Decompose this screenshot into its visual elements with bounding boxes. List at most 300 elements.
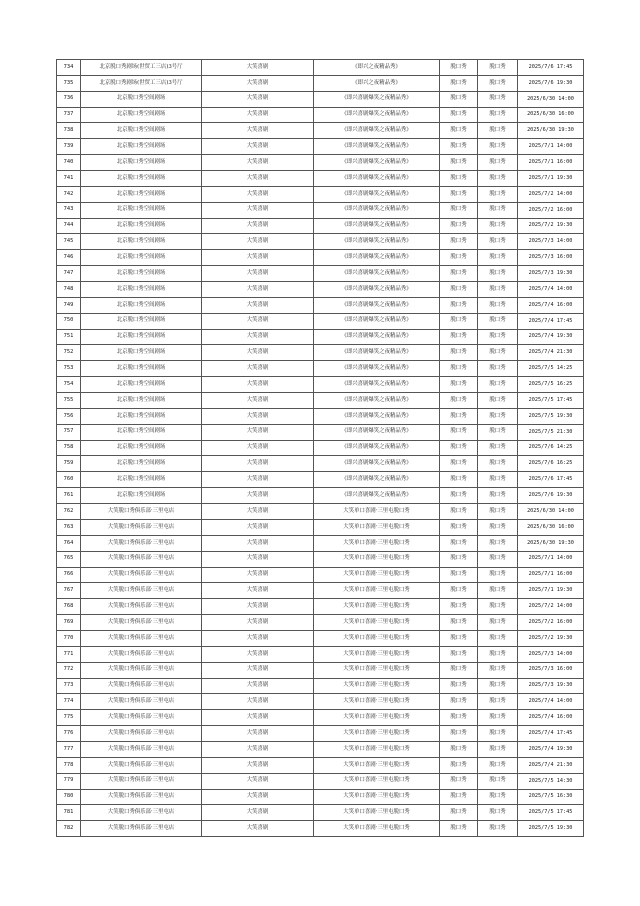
cell-row-number: 742 [57, 186, 81, 202]
table-row [57, 218, 584, 234]
table-row [57, 789, 584, 805]
table-row [57, 710, 584, 726]
cell-venue: 大笑脱口秀俱乐部·三里屯店 [81, 519, 202, 535]
cell-organizer: 大笑喜剧 [202, 313, 314, 329]
cell-venue: 大笑脱口秀俱乐部·三里屯店 [81, 726, 202, 742]
cell-organizer: 大笑喜剧 [202, 472, 314, 488]
cell-category: 脱口秀 [440, 186, 478, 202]
cell-category: 脱口秀 [440, 599, 478, 615]
cell-row-number: 776 [57, 726, 81, 742]
cell-type: 脱口秀 [478, 75, 518, 91]
cell-category: 脱口秀 [440, 551, 478, 567]
cell-row-number: 765 [57, 551, 81, 567]
cell-show-time: 2025/7/2 16:00 [518, 202, 584, 218]
cell-organizer: 大笑喜剧 [202, 218, 314, 234]
cell-show-title: 大笑单口喜剧·三里屯脱口秀 [314, 646, 440, 662]
cell-row-number: 761 [57, 488, 81, 504]
cell-organizer: 大笑喜剧 [202, 599, 314, 615]
cell-type: 脱口秀 [478, 297, 518, 313]
cell-row-number: 738 [57, 123, 81, 139]
cell-organizer: 大笑喜剧 [202, 297, 314, 313]
cell-category: 脱口秀 [440, 662, 478, 678]
cell-show-title: 《即兴喜剧爆笑之夜精品秀》 [314, 91, 440, 107]
cell-category: 脱口秀 [440, 615, 478, 631]
table-row [57, 202, 584, 218]
cell-show-title: 大笑单口喜剧·三里屯脱口秀 [314, 583, 440, 599]
table-row [57, 504, 584, 520]
cell-organizer: 大笑喜剧 [202, 615, 314, 631]
cell-row-number: 740 [57, 155, 81, 171]
table-row [57, 139, 584, 155]
cell-show-time: 2025/7/4 14:00 [518, 694, 584, 710]
cell-show-time: 2025/7/1 16:00 [518, 155, 584, 171]
table-row [57, 472, 584, 488]
cell-row-number: 743 [57, 202, 81, 218]
cell-show-title: 大笑单口喜剧·三里屯脱口秀 [314, 741, 440, 757]
cell-show-time: 2025/7/4 14:00 [518, 282, 584, 298]
cell-organizer: 大笑喜剧 [202, 504, 314, 520]
cell-organizer: 大笑喜剧 [202, 821, 314, 837]
cell-venue: 大笑脱口秀俱乐部·三里屯店 [81, 710, 202, 726]
cell-show-time: 2025/7/1 14:00 [518, 139, 584, 155]
cell-venue: 北京脱口秀空间剧场 [81, 472, 202, 488]
table-row [57, 678, 584, 694]
cell-show-title: 《即兴喜剧爆笑之夜精品秀》 [314, 186, 440, 202]
cell-show-time: 2025/7/4 21:30 [518, 345, 584, 361]
cell-type: 脱口秀 [478, 282, 518, 298]
table-row [57, 805, 584, 821]
table-row [57, 551, 584, 567]
cell-organizer: 大笑喜剧 [202, 456, 314, 472]
cell-show-title: 《即兴喜剧爆笑之夜精品秀》 [314, 329, 440, 345]
table-row [57, 726, 584, 742]
cell-show-time: 2025/7/2 19:30 [518, 630, 584, 646]
table-row [57, 488, 584, 504]
cell-venue: 北京脱口秀空间剧场 [81, 377, 202, 393]
cell-type: 脱口秀 [478, 202, 518, 218]
cell-type: 脱口秀 [478, 551, 518, 567]
cell-show-time: 2025/7/3 14:00 [518, 646, 584, 662]
cell-type: 脱口秀 [478, 646, 518, 662]
cell-show-title: 《即兴喜剧爆笑之夜精品秀》 [314, 456, 440, 472]
table-row [57, 345, 584, 361]
cell-category: 脱口秀 [440, 202, 478, 218]
cell-show-title: 《即兴喜剧爆笑之夜精品秀》 [314, 361, 440, 377]
cell-category: 脱口秀 [440, 535, 478, 551]
cell-organizer: 大笑喜剧 [202, 583, 314, 599]
cell-type: 脱口秀 [478, 678, 518, 694]
cell-show-time: 2025/7/6 16:25 [518, 456, 584, 472]
cell-show-time: 2025/6/30 14:00 [518, 91, 584, 107]
cell-type: 脱口秀 [478, 171, 518, 187]
cell-row-number: 752 [57, 345, 81, 361]
cell-venue: 北京脱口秀空间剧场 [81, 91, 202, 107]
cell-type: 脱口秀 [478, 329, 518, 345]
cell-type: 脱口秀 [478, 456, 518, 472]
cell-show-title: 《即兴喜剧爆笑之夜精品秀》 [314, 234, 440, 250]
cell-show-time: 2025/7/5 16:30 [518, 789, 584, 805]
cell-category: 脱口秀 [440, 155, 478, 171]
cell-type: 脱口秀 [478, 60, 518, 76]
cell-show-title: 大笑单口喜剧·三里屯脱口秀 [314, 805, 440, 821]
cell-category: 脱口秀 [440, 123, 478, 139]
cell-venue: 大笑脱口秀俱乐部·三里屯店 [81, 567, 202, 583]
cell-organizer: 大笑喜剧 [202, 710, 314, 726]
table-row [57, 583, 584, 599]
cell-venue: 北京脱口秀剧场(世贸工三店)3号厅 [81, 60, 202, 76]
cell-organizer: 大笑喜剧 [202, 361, 314, 377]
table-row [57, 266, 584, 282]
cell-show-title: 大笑单口喜剧·三里屯脱口秀 [314, 567, 440, 583]
cell-category: 脱口秀 [440, 345, 478, 361]
cell-venue: 北京脱口秀空间剧场 [81, 186, 202, 202]
cell-category: 脱口秀 [440, 567, 478, 583]
table-row [57, 75, 584, 91]
cell-type: 脱口秀 [478, 472, 518, 488]
table-row [57, 821, 584, 837]
cell-organizer: 大笑喜剧 [202, 646, 314, 662]
cell-row-number: 767 [57, 583, 81, 599]
cell-show-time: 2025/7/6 17:45 [518, 472, 584, 488]
cell-category: 脱口秀 [440, 630, 478, 646]
cell-venue: 北京脱口秀空间剧场 [81, 171, 202, 187]
cell-row-number: 768 [57, 599, 81, 615]
cell-venue: 大笑脱口秀俱乐部·三里屯店 [81, 757, 202, 773]
table-row [57, 408, 584, 424]
cell-organizer: 大笑喜剧 [202, 266, 314, 282]
cell-row-number: 758 [57, 440, 81, 456]
table-row [57, 155, 584, 171]
cell-show-time: 2025/7/1 16:00 [518, 567, 584, 583]
cell-type: 脱口秀 [478, 361, 518, 377]
table-row [57, 361, 584, 377]
cell-show-title: 《即兴喜剧爆笑之夜精品秀》 [314, 488, 440, 504]
cell-type: 脱口秀 [478, 821, 518, 837]
cell-show-title: 《即兴喜剧爆笑之夜精品秀》 [314, 155, 440, 171]
cell-show-time: 2025/7/4 19:30 [518, 329, 584, 345]
table-row [57, 615, 584, 631]
cell-row-number: 746 [57, 250, 81, 266]
cell-type: 脱口秀 [478, 345, 518, 361]
cell-row-number: 773 [57, 678, 81, 694]
cell-organizer: 大笑喜剧 [202, 805, 314, 821]
cell-type: 脱口秀 [478, 250, 518, 266]
cell-show-time: 2025/7/4 17:45 [518, 313, 584, 329]
cell-venue: 北京脱口秀空间剧场 [81, 329, 202, 345]
cell-row-number: 750 [57, 313, 81, 329]
cell-show-title: 《即兴喜剧爆笑之夜精品秀》 [314, 171, 440, 187]
cell-show-time: 2025/7/5 14:30 [518, 773, 584, 789]
cell-category: 脱口秀 [440, 440, 478, 456]
cell-show-title: 大笑单口喜剧·三里屯脱口秀 [314, 694, 440, 710]
cell-show-title: 大笑单口喜剧·三里屯脱口秀 [314, 710, 440, 726]
cell-show-time: 2025/7/6 19:30 [518, 75, 584, 91]
cell-show-title: 《即兴喜剧爆笑之夜精品秀》 [314, 424, 440, 440]
cell-category: 脱口秀 [440, 361, 478, 377]
cell-organizer: 大笑喜剧 [202, 726, 314, 742]
cell-organizer: 大笑喜剧 [202, 345, 314, 361]
cell-show-title: 大笑单口喜剧·三里屯脱口秀 [314, 821, 440, 837]
cell-show-time: 2025/6/30 19:30 [518, 535, 584, 551]
cell-organizer: 大笑喜剧 [202, 282, 314, 298]
cell-show-title: 大笑单口喜剧·三里屯脱口秀 [314, 678, 440, 694]
table-row [57, 630, 584, 646]
cell-organizer: 大笑喜剧 [202, 171, 314, 187]
cell-organizer: 大笑喜剧 [202, 662, 314, 678]
cell-venue: 北京脱口秀空间剧场 [81, 297, 202, 313]
cell-show-title: 《即兴喜剧爆笑之夜精品秀》 [314, 440, 440, 456]
cell-category: 脱口秀 [440, 234, 478, 250]
cell-organizer: 大笑喜剧 [202, 155, 314, 171]
cell-organizer: 大笑喜剧 [202, 757, 314, 773]
table-row [57, 424, 584, 440]
cell-venue: 大笑脱口秀俱乐部·三里屯店 [81, 694, 202, 710]
cell-category: 脱口秀 [440, 107, 478, 123]
cell-type: 脱口秀 [478, 519, 518, 535]
cell-type: 脱口秀 [478, 694, 518, 710]
cell-type: 脱口秀 [478, 408, 518, 424]
cell-organizer: 大笑喜剧 [202, 535, 314, 551]
cell-show-title: 大笑单口喜剧·三里屯脱口秀 [314, 757, 440, 773]
table-row [57, 107, 584, 123]
cell-type: 脱口秀 [478, 424, 518, 440]
cell-type: 脱口秀 [478, 615, 518, 631]
cell-category: 脱口秀 [440, 91, 478, 107]
cell-venue: 大笑脱口秀俱乐部·三里屯店 [81, 821, 202, 837]
cell-show-time: 2025/6/30 19:30 [518, 123, 584, 139]
cell-row-number: 751 [57, 329, 81, 345]
cell-venue: 大笑脱口秀俱乐部·三里屯店 [81, 678, 202, 694]
cell-type: 脱口秀 [478, 91, 518, 107]
cell-organizer: 大笑喜剧 [202, 678, 314, 694]
table-row [57, 567, 584, 583]
table-row [57, 60, 584, 76]
cell-type: 脱口秀 [478, 710, 518, 726]
cell-show-time: 2025/7/5 17:45 [518, 393, 584, 409]
cell-organizer: 大笑喜剧 [202, 202, 314, 218]
cell-type: 脱口秀 [478, 123, 518, 139]
cell-show-title: 大笑单口喜剧·三里屯脱口秀 [314, 726, 440, 742]
cell-show-title: 《即兴喜剧爆笑之夜精品秀》 [314, 123, 440, 139]
cell-category: 脱口秀 [440, 519, 478, 535]
cell-show-time: 2025/7/2 19:30 [518, 218, 584, 234]
cell-type: 脱口秀 [478, 741, 518, 757]
cell-organizer: 大笑喜剧 [202, 424, 314, 440]
cell-row-number: 755 [57, 393, 81, 409]
cell-category: 脱口秀 [440, 266, 478, 282]
table-row [57, 186, 584, 202]
cell-show-title: 《即兴喜剧爆笑之夜精品秀》 [314, 472, 440, 488]
cell-show-time: 2025/7/4 19:30 [518, 741, 584, 757]
cell-show-time: 2025/6/30 16:00 [518, 107, 584, 123]
cell-category: 脱口秀 [440, 60, 478, 76]
cell-show-title: 《即兴喜剧爆笑之夜精品秀》 [314, 408, 440, 424]
cell-category: 脱口秀 [440, 297, 478, 313]
cell-show-time: 2025/7/6 19:30 [518, 488, 584, 504]
cell-type: 脱口秀 [478, 218, 518, 234]
table-row [57, 599, 584, 615]
cell-show-time: 2025/7/4 16:00 [518, 297, 584, 313]
cell-category: 脱口秀 [440, 218, 478, 234]
cell-type: 脱口秀 [478, 440, 518, 456]
cell-row-number: 754 [57, 377, 81, 393]
cell-show-title: 大笑单口喜剧·三里屯脱口秀 [314, 789, 440, 805]
cell-row-number: 744 [57, 218, 81, 234]
cell-organizer: 大笑喜剧 [202, 60, 314, 76]
cell-category: 脱口秀 [440, 726, 478, 742]
cell-type: 脱口秀 [478, 186, 518, 202]
cell-row-number: 774 [57, 694, 81, 710]
cell-row-number: 771 [57, 646, 81, 662]
table-row [57, 741, 584, 757]
cell-organizer: 大笑喜剧 [202, 75, 314, 91]
cell-row-number: 735 [57, 75, 81, 91]
cell-show-time: 2025/7/5 19:30 [518, 408, 584, 424]
cell-row-number: 757 [57, 424, 81, 440]
cell-category: 脱口秀 [440, 773, 478, 789]
cell-organizer: 大笑喜剧 [202, 567, 314, 583]
cell-row-number: 745 [57, 234, 81, 250]
cell-show-title: 《即兴喜剧爆笑之夜精品秀》 [314, 139, 440, 155]
cell-organizer: 大笑喜剧 [202, 91, 314, 107]
cell-type: 脱口秀 [478, 805, 518, 821]
cell-category: 脱口秀 [440, 250, 478, 266]
cell-venue: 北京脱口秀空间剧场 [81, 123, 202, 139]
cell-show-time: 2025/7/6 17:45 [518, 60, 584, 76]
cell-category: 脱口秀 [440, 678, 478, 694]
cell-venue: 北京脱口秀剧场(世贸工三店)3号厅 [81, 75, 202, 91]
cell-category: 脱口秀 [440, 646, 478, 662]
table-row [57, 662, 584, 678]
cell-type: 脱口秀 [478, 773, 518, 789]
cell-category: 脱口秀 [440, 171, 478, 187]
cell-category: 脱口秀 [440, 139, 478, 155]
cell-category: 脱口秀 [440, 282, 478, 298]
cell-venue: 北京脱口秀空间剧场 [81, 139, 202, 155]
cell-venue: 大笑脱口秀俱乐部·三里屯店 [81, 535, 202, 551]
cell-show-time: 2025/7/5 14:25 [518, 361, 584, 377]
cell-row-number: 737 [57, 107, 81, 123]
cell-row-number: 747 [57, 266, 81, 282]
cell-type: 脱口秀 [478, 583, 518, 599]
cell-show-time: 2025/7/3 19:30 [518, 266, 584, 282]
cell-show-time: 2025/7/6 14:25 [518, 440, 584, 456]
cell-row-number: 769 [57, 615, 81, 631]
cell-show-time: 2025/7/5 16:25 [518, 377, 584, 393]
table-row [57, 377, 584, 393]
cell-type: 脱口秀 [478, 599, 518, 615]
cell-type: 脱口秀 [478, 630, 518, 646]
cell-type: 脱口秀 [478, 535, 518, 551]
cell-show-time: 2025/7/2 14:00 [518, 186, 584, 202]
cell-venue: 大笑脱口秀俱乐部·三里屯店 [81, 805, 202, 821]
table-row [57, 313, 584, 329]
table-row [57, 440, 584, 456]
cell-category: 脱口秀 [440, 821, 478, 837]
cell-venue: 北京脱口秀空间剧场 [81, 408, 202, 424]
cell-show-time: 2025/7/3 14:00 [518, 234, 584, 250]
cell-type: 脱口秀 [478, 726, 518, 742]
cell-organizer: 大笑喜剧 [202, 107, 314, 123]
cell-show-title: 《即兴喜剧爆笑之夜精品秀》 [314, 218, 440, 234]
cell-show-title: 《即兴喜剧爆笑之夜精品秀》 [314, 202, 440, 218]
cell-category: 脱口秀 [440, 313, 478, 329]
table-row [57, 171, 584, 187]
cell-row-number: 753 [57, 361, 81, 377]
cell-type: 脱口秀 [478, 393, 518, 409]
cell-show-title: 《即兴喜剧爆笑之夜精品秀》 [314, 250, 440, 266]
cell-show-title: 《即兴喜剧爆笑之夜精品秀》 [314, 393, 440, 409]
cell-show-title: 大笑单口喜剧·三里屯脱口秀 [314, 773, 440, 789]
table-row [57, 646, 584, 662]
cell-show-title: 《即兴之夜精品秀》 [314, 75, 440, 91]
cell-show-title: 大笑单口喜剧·三里屯脱口秀 [314, 551, 440, 567]
cell-venue: 北京脱口秀空间剧场 [81, 234, 202, 250]
cell-organizer: 大笑喜剧 [202, 519, 314, 535]
cell-row-number: 739 [57, 139, 81, 155]
cell-show-title: 《即兴喜剧爆笑之夜精品秀》 [314, 297, 440, 313]
cell-category: 脱口秀 [440, 710, 478, 726]
cell-category: 脱口秀 [440, 805, 478, 821]
cell-show-time: 2025/7/3 19:30 [518, 678, 584, 694]
cell-venue: 大笑脱口秀俱乐部·三里屯店 [81, 773, 202, 789]
cell-show-time: 2025/7/1 19:30 [518, 171, 584, 187]
table-row [57, 250, 584, 266]
cell-venue: 北京脱口秀空间剧场 [81, 202, 202, 218]
cell-type: 脱口秀 [478, 107, 518, 123]
cell-venue: 大笑脱口秀俱乐部·三里屯店 [81, 741, 202, 757]
cell-show-time: 2025/7/3 16:00 [518, 250, 584, 266]
cell-venue: 北京脱口秀空间剧场 [81, 250, 202, 266]
cell-organizer: 大笑喜剧 [202, 329, 314, 345]
cell-type: 脱口秀 [478, 504, 518, 520]
cell-organizer: 大笑喜剧 [202, 773, 314, 789]
cell-row-number: 734 [57, 60, 81, 76]
cell-type: 脱口秀 [478, 266, 518, 282]
cell-row-number: 772 [57, 662, 81, 678]
cell-type: 脱口秀 [478, 313, 518, 329]
table-row [57, 282, 584, 298]
cell-row-number: 736 [57, 91, 81, 107]
table-row [57, 694, 584, 710]
table-row [57, 123, 584, 139]
cell-show-time: 2025/7/1 19:30 [518, 583, 584, 599]
cell-show-title: 大笑单口喜剧·三里屯脱口秀 [314, 630, 440, 646]
cell-type: 脱口秀 [478, 488, 518, 504]
cell-category: 脱口秀 [440, 504, 478, 520]
table-row [57, 329, 584, 345]
cell-category: 脱口秀 [440, 694, 478, 710]
cell-row-number: 741 [57, 171, 81, 187]
cell-row-number: 760 [57, 472, 81, 488]
cell-category: 脱口秀 [440, 75, 478, 91]
cell-category: 脱口秀 [440, 789, 478, 805]
cell-venue: 北京脱口秀空间剧场 [81, 440, 202, 456]
cell-show-title: 《即兴喜剧爆笑之夜精品秀》 [314, 377, 440, 393]
cell-row-number: 770 [57, 630, 81, 646]
cell-show-time: 2025/7/4 21:30 [518, 757, 584, 773]
cell-organizer: 大笑喜剧 [202, 250, 314, 266]
cell-venue: 北京脱口秀空间剧场 [81, 345, 202, 361]
cell-show-title: 大笑单口喜剧·三里屯脱口秀 [314, 535, 440, 551]
cell-venue: 北京脱口秀空间剧场 [81, 218, 202, 234]
cell-show-time: 2025/7/3 16:00 [518, 662, 584, 678]
cell-row-number: 780 [57, 789, 81, 805]
cell-type: 脱口秀 [478, 662, 518, 678]
cell-category: 脱口秀 [440, 741, 478, 757]
cell-show-title: 《即兴喜剧爆笑之夜精品秀》 [314, 282, 440, 298]
cell-category: 脱口秀 [440, 377, 478, 393]
